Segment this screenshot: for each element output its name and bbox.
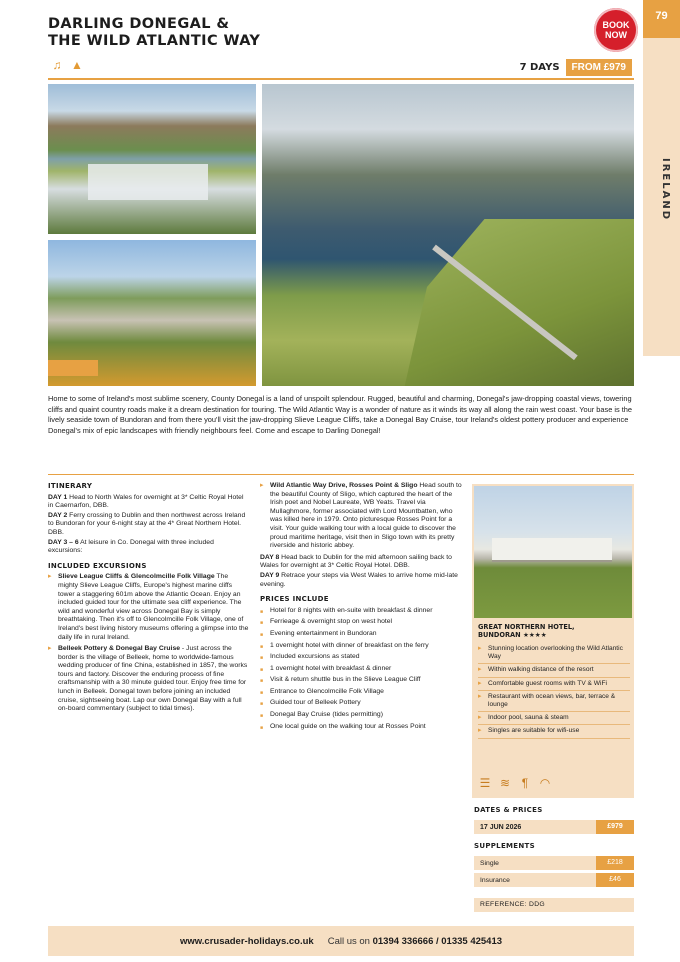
book-badge-line-1: BOOK	[602, 20, 630, 30]
includes-item: ■ Included excursions as stated	[260, 653, 464, 662]
includes-item: ■ One local guide on the walking tour at Rosses Point	[260, 723, 464, 732]
supplements-heading: SUPPLEMENTS	[474, 842, 535, 850]
intro-paragraph: Home to some of Ireland's most sublime scenery, County Donegal is a land of unspoilt splendour. Rugged, beautiful and charming, Donegal's jaw-dropping coastal views, towering cliffs and quaint country roads make it a dream destination for touring. The Wild Atlantic Way is a wonder of nature as it winds its way all along the rain west coast. Your base is the lively seaside town of Bundoran and from there you'll visit the jaw-dropping Slieve League Cliffs, take a Donegal Bay Cruise, tour Ireland's oldest pottery producer and experience Donegal's mix of epic landscapes with friendly neighbours feel. Come and escape to Darling Donegal!	[48, 394, 633, 435]
header-divider	[48, 78, 634, 80]
intro-divider	[48, 474, 634, 475]
country-label: IRELAND	[660, 158, 671, 222]
tour-duration: 7 DAYS	[519, 62, 560, 73]
photo-slieve-league-cliffs	[262, 84, 634, 386]
hotel-photo	[474, 486, 632, 618]
includes-item: ■ Visit & return shuttle bus in the Slieve League Cliff	[260, 676, 464, 685]
phone-numbers[interactable]: 01394 336666 / 01335 425413	[372, 935, 503, 947]
pool-icon: ≋	[499, 776, 511, 790]
includes-item: ■ 1 overnight hotel with breakfast & dinner	[260, 665, 464, 674]
supplement-label: Single	[480, 859, 499, 867]
supplement-row	[474, 856, 634, 870]
date-price: £979	[596, 820, 634, 834]
page-number: 79	[655, 10, 668, 22]
supplement-price: £218	[596, 856, 634, 870]
footer-bar	[48, 926, 634, 956]
hotel-feature: ▸ Stunning location overlooking the Wild Atlantic Way	[478, 645, 630, 664]
supplement-row	[474, 873, 634, 887]
supplement-label: Insurance	[480, 876, 510, 884]
website-link[interactable]: www.crusader-holidays.co.uk	[179, 935, 314, 947]
hotel-feature: ▸ Within walking distance of the resort	[478, 666, 630, 677]
country-tab	[643, 38, 680, 356]
itinerary-day: DAY 9 Retrace your steps via West Wales to arrive home mid-late evening.	[260, 571, 458, 588]
excursions-heading: INCLUDED EXCURSIONS	[48, 561, 147, 570]
warning-triangle-icon: ▲	[71, 58, 83, 72]
date-row	[474, 820, 634, 834]
includes-item: ■ Donegal Bay Cruise (tides permitting)	[260, 711, 464, 720]
dates-heading: DATES & PRICES	[474, 806, 543, 814]
tour-title-line-1: DARLING DONEGAL &	[48, 16, 230, 32]
itinerary-day: DAY 1 Head to North Wales for overnight at 3* Celtic Royal Hotel in Caernarfon, DBB.	[48, 493, 244, 510]
includes-item: ■ Guided tour of Belleek Pottery	[260, 699, 464, 708]
supplement-price: £46	[596, 873, 634, 887]
details-column	[260, 482, 464, 734]
photo-tag	[48, 360, 98, 376]
itinerary-day: DAY 2 Ferry crossing to Dublin and then northwest across Ireland to Bundoran for your 6-night stay at the 4* Great Northern Hotel. DBB.	[48, 511, 246, 536]
hotel-feature: ▸ Indoor pool, sauna & steam	[478, 714, 630, 725]
itinerary-heading: ITINERARY	[48, 482, 93, 490]
photo-coastal-village	[48, 84, 256, 234]
page-number-tab	[643, 0, 680, 38]
book-badge-line-2: NOW	[605, 30, 627, 40]
excursion-item: ▸ Wild Atlantic Way Drive, Rosses Point & Sligo Head south to the beautiful County of Sligo, which captured the heart of the Irish poet and Nobel Laureate, WB Yeats. Travel via Mullaghmore, former associated with Lord Mountbatten, who was killed here in 1979. Onto picturesque Rosses Point for a visit. Your guide walking tour with a local guide to discover the proud maritime heritage, visit then in Sligo town with its pretty riverside and historic abbey.	[260, 482, 464, 551]
date-value: 17 JUN 2026	[480, 823, 522, 831]
hotel-amenity-icons	[478, 776, 552, 790]
includes-item: ■ 1 overnight hotel with dinner of breakfast on the ferry	[260, 642, 464, 651]
prices-include-heading: PRICES INCLUDE	[260, 595, 329, 604]
duration-price-row	[40, 59, 632, 76]
itinerary-column	[48, 482, 250, 717]
itinerary-day: DAY 3 – 6 At leisure in Co. Donegal with three included excursions:	[48, 538, 214, 555]
book-now-badge[interactable]	[594, 8, 638, 52]
call-label: Call us on	[327, 935, 370, 947]
call-us	[328, 936, 502, 947]
restaurant-icon: ¶	[521, 776, 529, 790]
includes-item: ■ Entrance to Glencolmcille Folk Village	[260, 688, 464, 697]
tour-reference: REFERENCE: DDG	[474, 898, 634, 912]
excursion-item: ▸ Slieve League Cliffs & Glencolmcille Folk Village The mighty Slieve League Cliffs, Europe's highest marine cliffs tower a staggering 601m above the Atlantic Ocean. Enjoy an included guided tour for the ultimate sea cliff experience. The wild and wonderful view across Donegal Bay is simply breathtaking. Then it's off to Glencolmcille Folk Village, one of Ireland's best living history museums offering a glimpse into the daily life in rural Ireland.	[48, 573, 250, 642]
tour-title	[48, 16, 388, 50]
includes-item: ■ Ferrieage & overnight stop on west hotel	[260, 618, 464, 627]
menu-icon: ☰	[479, 776, 491, 790]
includes-item: ■ Evening entertainment in Bundoran	[260, 630, 464, 639]
includes-item: ■ Hotel for 8 nights with en-suite with breakfast & dinner	[260, 607, 464, 616]
from-price-badge: FROM £979	[566, 59, 632, 76]
hotel-feature: ▸ Restaurant with ocean views, bar, terrace & lounge	[478, 693, 630, 712]
hotel-name: GREAT NORTHERN HOTEL, BUNDORAN ★★★★	[478, 623, 575, 640]
tour-title-line-2: THE WILD ATLANTIC WAY	[48, 33, 261, 49]
hotel-feature: ▸ Comfortable guest rooms with TV & WiFi	[478, 680, 630, 691]
excursion-item: ▸ Belleek Pottery & Donegal Bay Cruise - Just across the border is the village of Belleek, home to worldwide-famous wedding producer of fine China, established in 1857, the works tours and factory. Discover the enduring process of fine craftsmanship with a 30 minute guided tour. Enjoy free time for lunch in Belleek. Donegal town before joining an included cruise, sightseeing boat. Lap our own Donegal Bay with a full on-board commentary (subject to tidal times).	[48, 645, 250, 714]
hotel-feature: ▸ Singles are suitable for wifi-use	[478, 727, 630, 738]
wifi-icon: ◠	[539, 776, 551, 790]
music-note-icon: ♫	[52, 58, 62, 72]
hotel-features	[478, 645, 630, 741]
itinerary-day: DAY 8 Head back to Dublin for the mid afternoon sailing back to Wales for overnight at 3* Celtic Royal Hotel. DBB.	[260, 553, 452, 570]
